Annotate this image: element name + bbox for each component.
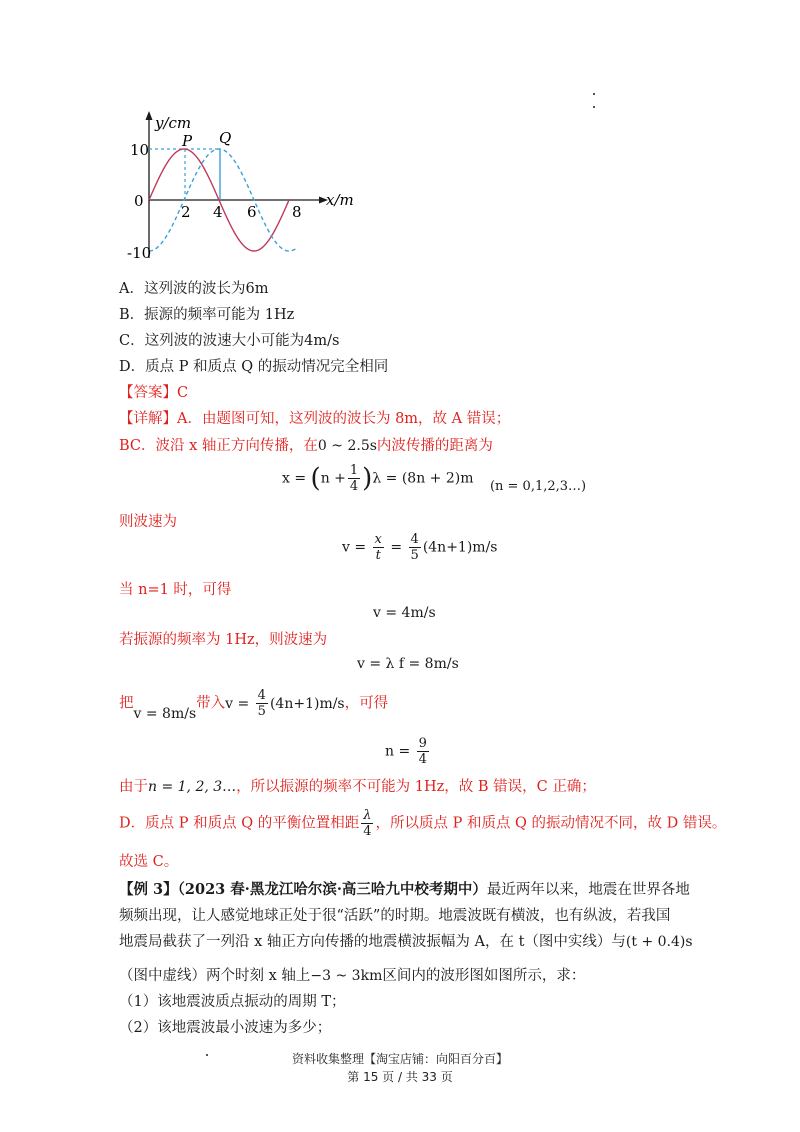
example3-text3-math: (t + 0.4)s: [625, 934, 693, 950]
label-P: P: [182, 132, 193, 150]
equation-5: [385, 736, 431, 767]
eq2-fraction-2: [409, 532, 421, 563]
line6-math1: v = 8m/s: [133, 705, 197, 722]
option-d: D．质点 P 和质点 Q 的振动情况完全相同: [119, 359, 389, 375]
eq1-condition: (n = 0,1,2,3…): [489, 478, 587, 494]
example3-tag: 【例 3】: [119, 881, 178, 898]
eq2-right: (4n+1)m/s: [422, 539, 498, 556]
detail-line4: 当 n=1 时，可得: [119, 582, 232, 598]
x-tick-6: 6: [247, 203, 257, 221]
eq2-left: v =: [342, 539, 371, 556]
eq2-fraction-1: [373, 532, 384, 563]
equation-2: [342, 532, 497, 563]
eq2-f1-num: x: [374, 532, 382, 547]
answer: 【答案】C: [119, 385, 189, 401]
eq1-left: x =: [282, 470, 311, 487]
line6-math2-right: (4n+1)m/s: [269, 695, 345, 712]
eq1-frac-den: 4: [349, 479, 359, 494]
example3-line2: 频频出现，让人感觉地球正处于很“活跃”的时期。地震波既有横波，也有纵波，若我国: [119, 908, 671, 924]
eq5-den: 4: [418, 752, 427, 767]
footer-page-number: 第 15 页 / 共 33 页: [347, 1070, 453, 1084]
example3-text3-prefix: 地震局截获了一列沿 x 轴正方向传播的地震横波振幅为 A，在 t（图中实线）与: [119, 934, 626, 950]
detail-line2-suffix: 内波传播的距离为: [376, 438, 493, 454]
detail-line1: 【详解】A．由题图可知，这列波的波长为 8m，故 A 错误；: [119, 411, 511, 427]
detail-line2-prefix: BC．波沿 x 轴正方向传播，在: [119, 438, 318, 454]
line8-fraction: [361, 808, 373, 839]
detail-line6: [119, 688, 389, 722]
line7-prefix: 由于: [119, 779, 148, 795]
eq2-f2-den: 5: [410, 548, 419, 563]
equation-3: v = 4m/s: [373, 605, 436, 621]
footer-source: 资料收集整理【淘宝店铺：向阳百分百】: [291, 1052, 508, 1066]
line6-fraction: [256, 688, 268, 719]
speck: [593, 106, 595, 108]
line8-suffix: ，所以质点 P 和质点 Q 的振动情况不同，故 D 错误。: [375, 815, 727, 832]
equation-1: x = (n + $\frac{1}{4}$ )λ = (8n + 2)m (n = 0,1,2,3…): [282, 463, 587, 494]
example3-q2: （2）该地震波最小波速为多少；: [119, 1020, 332, 1036]
detail-line7: [119, 777, 596, 797]
example3-text4-math: −3 ~ 3km: [310, 968, 383, 984]
detail-line2: [119, 436, 493, 456]
line6-frac-den: 5: [257, 704, 266, 719]
detail-line8: [119, 808, 726, 839]
wave-figure: [127, 108, 360, 268]
eq2-mid: =: [385, 539, 407, 556]
option-a: A．这列波的波长为6m: [119, 281, 269, 297]
line6-mid: 带入: [196, 695, 226, 712]
example3-line1: [119, 880, 690, 900]
line7-suffix: ，所以振源的频率不可能为 1Hz，故 B 错误，C 正确；: [236, 779, 596, 795]
eq1-n: n +: [320, 470, 346, 487]
example3-text4-prefix: （图中虚线）两个时刻 x 轴上: [119, 968, 311, 984]
y-tick-10: 10: [130, 141, 150, 159]
y-tick-0: 0: [134, 192, 144, 210]
line8-den: 4: [363, 824, 372, 839]
line6-prefix: 把: [119, 695, 134, 712]
example3-q1: （1）该地震波质点振动的周期 T；: [119, 994, 346, 1010]
detail-line3: 则波速为: [119, 514, 177, 530]
label-Q: Q: [219, 129, 232, 147]
eq5-fraction: [417, 736, 429, 767]
speck: [593, 93, 595, 95]
eq2-f1-den: t: [375, 548, 381, 563]
equation-4: v = λ f = 8m/s: [357, 656, 459, 672]
eq1-frac-num: 1: [349, 463, 359, 478]
x-tick-4: 4: [213, 203, 223, 221]
example3-text4-suffix: 区间内的波形图如图所示，求：: [382, 968, 586, 984]
x-tick-2: 2: [181, 203, 191, 221]
example3-source: （2023 春·黑龙江哈尔滨·高三哈九中校考期中）: [177, 881, 487, 898]
line8-num: λ: [363, 808, 372, 823]
line6-math2: [225, 688, 345, 719]
eq1-fraction: [348, 463, 360, 494]
line6-frac-num: 4: [257, 688, 266, 703]
eq5-left: n =: [385, 743, 415, 760]
line7-math: n = 1, 2, 3…: [148, 779, 237, 795]
eq5-num: 9: [418, 736, 427, 751]
y-axis-label: y/cm: [155, 114, 192, 132]
detail-line2-math: 0 ~ 2.5s: [317, 438, 377, 454]
example3-line3: [119, 932, 693, 952]
x-tick-8: 8: [292, 203, 302, 221]
eq1-right: λ = (8n + 2)m: [372, 470, 474, 487]
option-b: B．振源的频率可能为 1Hz: [119, 307, 295, 323]
example3-text1: 最近两年以来，地震在世界各地: [486, 882, 690, 898]
y-axis-arrow: [146, 111, 153, 120]
line6-suffix: ，可得: [344, 695, 389, 712]
detail-line9: 故选 C。: [119, 854, 179, 870]
line6-math2-left: v =: [225, 695, 254, 712]
x-axis-label: x/m: [326, 191, 354, 209]
line8-prefix: D．质点 P 和质点 Q 的平衡位置相距: [119, 815, 360, 832]
example3-line4: [119, 966, 585, 986]
eq2-f2-num: 4: [410, 532, 419, 547]
y-tick-neg10: -10: [127, 244, 152, 262]
option-c: C．这列波的波速大小可能为4m/s: [119, 333, 340, 349]
detail-line5: 若振源的频率为 1Hz，则波速为: [119, 632, 328, 648]
